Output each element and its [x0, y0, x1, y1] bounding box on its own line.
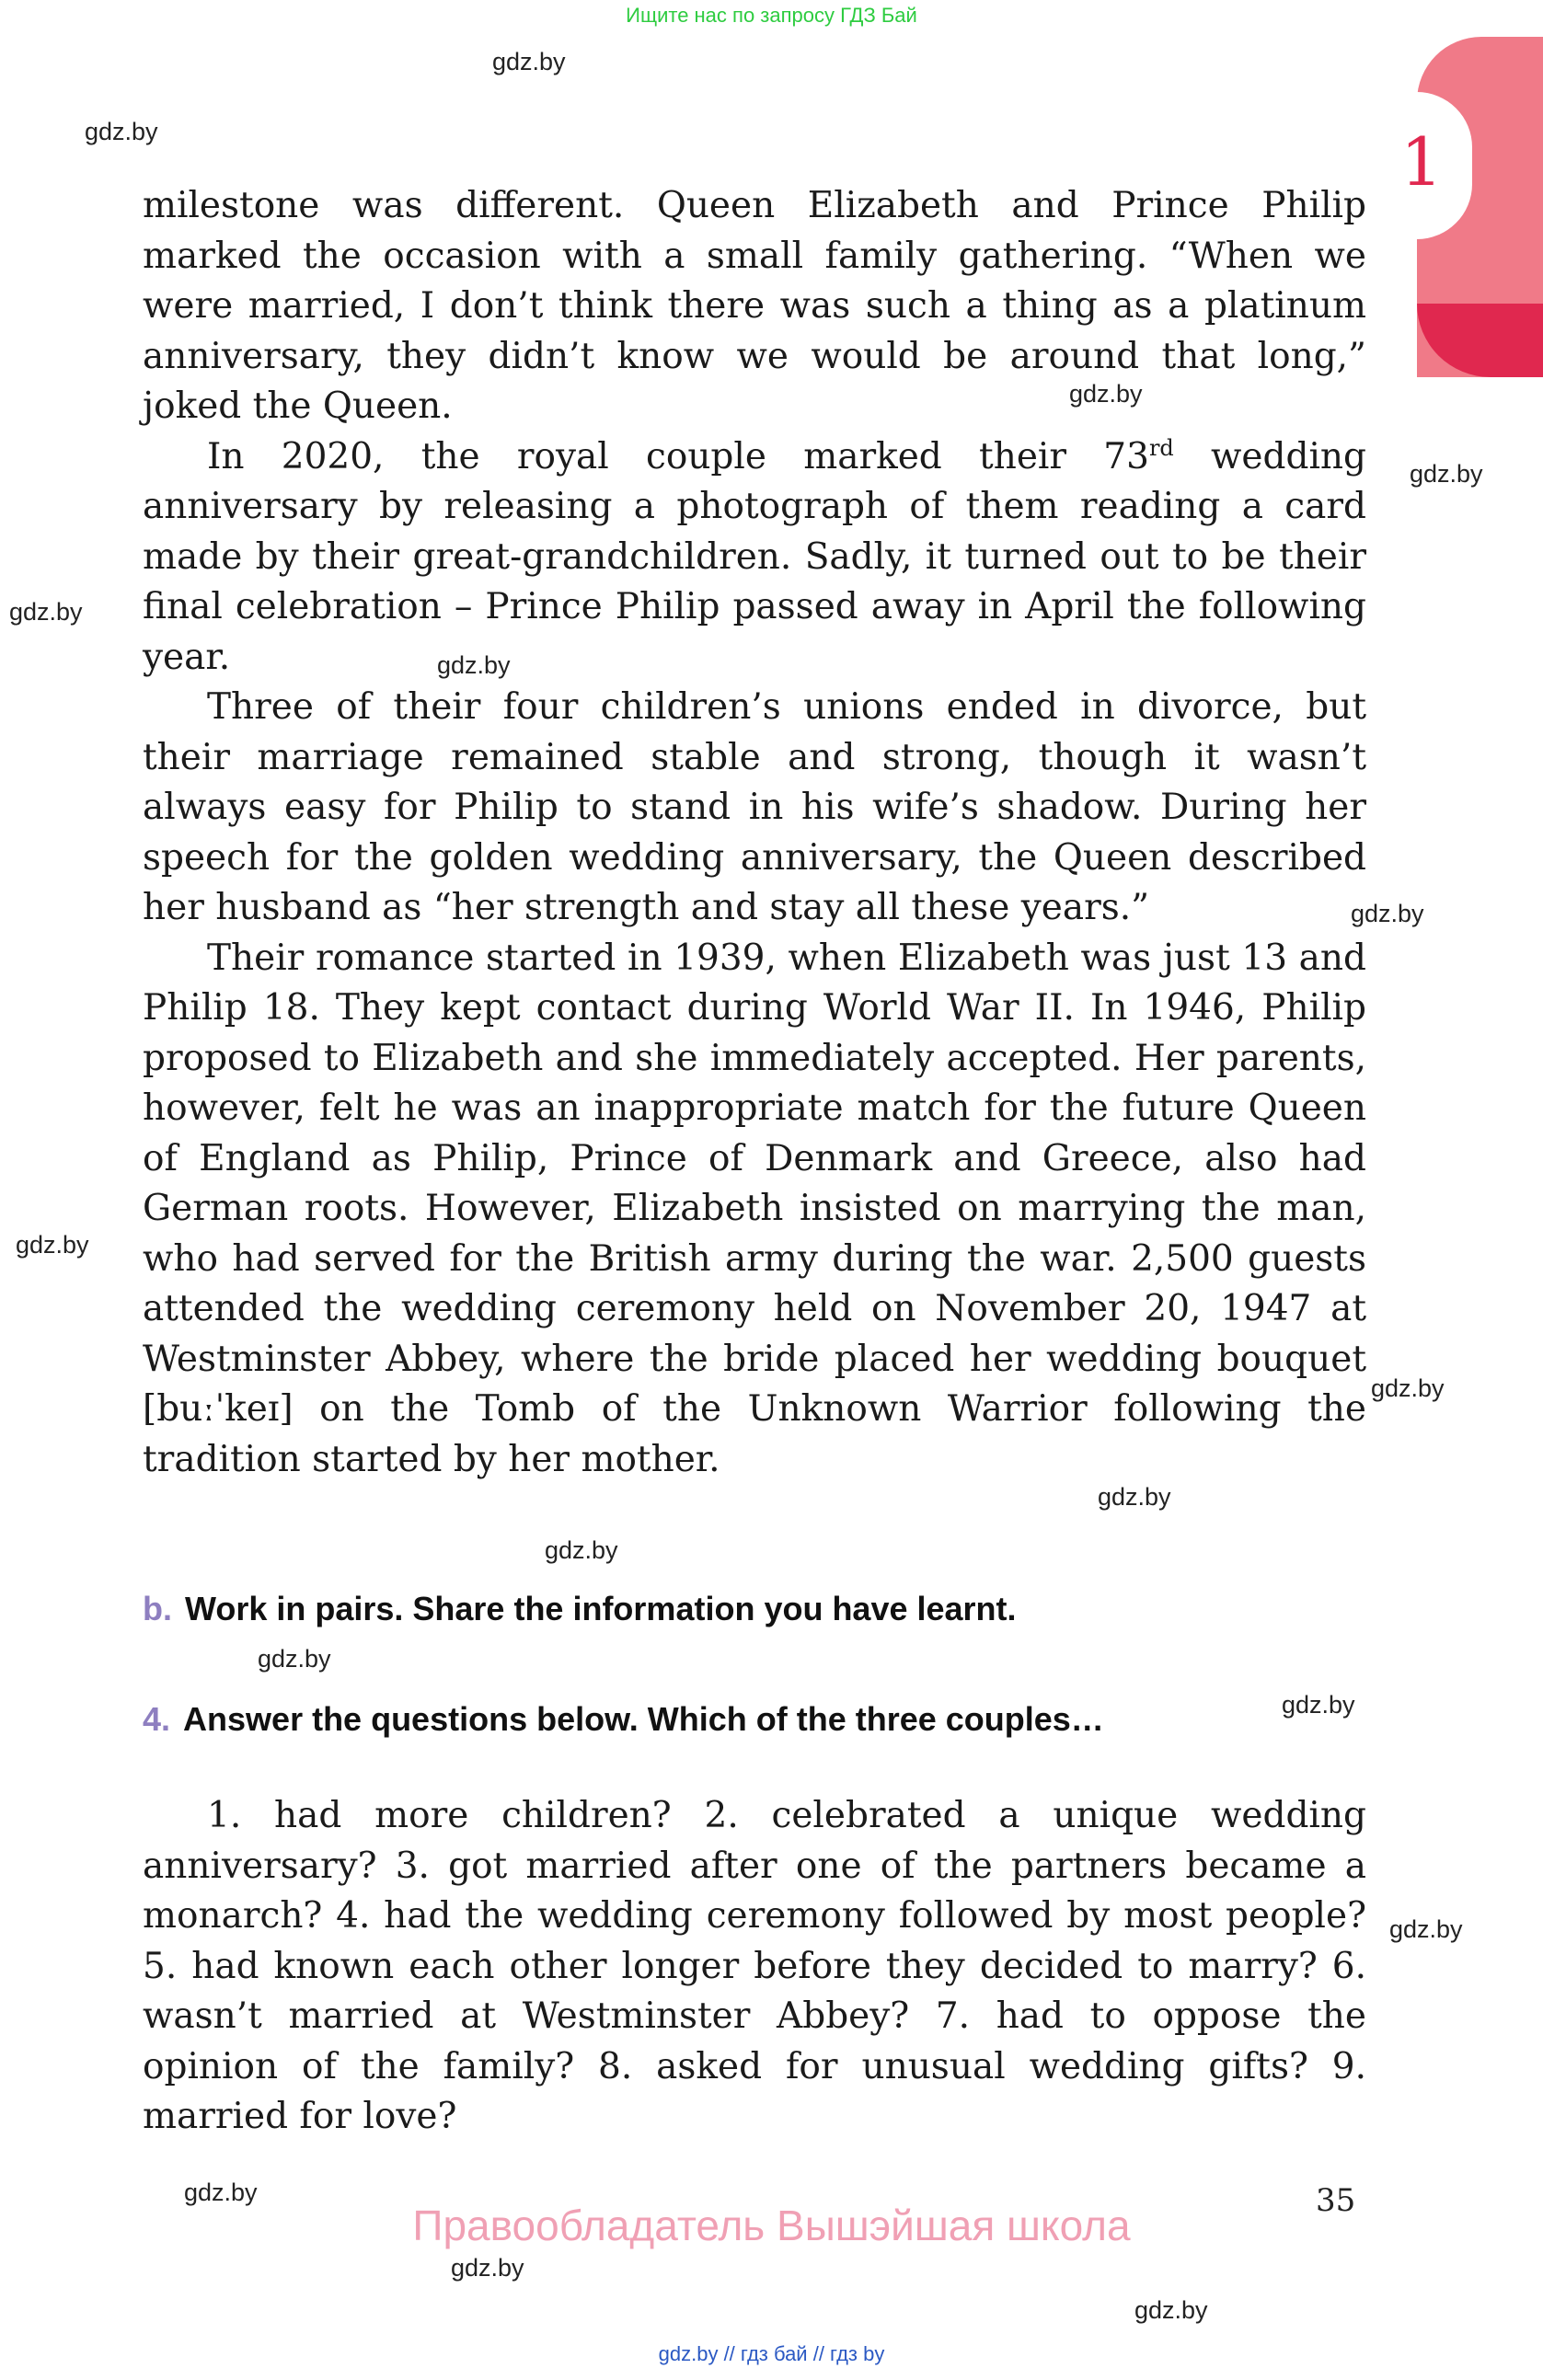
paragraph: Their romance started in 1939, when Elizabeth was just 13 and Philip 18. They kept contact during World War II. In 1946, Philip proposed to Elizabeth and she immediately accepted. Her parents, however, felt he was an inappropriate match for the future Queen of England as Philip, Prince of Denmark and Greece, also had German roots. However, Elizabeth insisted on marrying the man, who had served for the British army during the war. 2,500 guests attended the wedding ceremony held on November 20, 1947 at Westminster Abbey, where the bride placed her wedding bouquet [buːˈkeɪ] on the Tomb of the Unknown Warrior following the tradition started by her mother.: [143, 937, 1366, 1480]
watermark: gdz.by: [85, 118, 158, 145]
top-banner[interactable]: Ищите нас по запросу ГДЗ Бай: [626, 4, 917, 27]
task-marker: 4.: [143, 1700, 171, 1738]
paragraph: milestone was different. Queen Elizabeth and Prince Philip marked the occasion with a small family gathering. “When we were married, I don’t think there was such a thing as a platinum anniversary, they didn’t know we would be around that long,” joked the Queen.: [143, 185, 1366, 427]
page-number: 35: [1316, 2182, 1356, 2219]
watermark: gdz.by: [1098, 1483, 1171, 1511]
watermark: gdz.by: [16, 1231, 89, 1259]
copyright-holder: Правообладатель Вышэйшая школа: [412, 2202, 1131, 2249]
watermark: gdz.by: [1351, 900, 1424, 927]
task-4: [143, 1700, 1104, 1739]
watermark: gdz.by: [1134, 2296, 1208, 2324]
section-number: 1: [1400, 123, 1443, 201]
watermark: gdz.by: [1371, 1374, 1445, 1402]
task-b: [143, 1590, 1017, 1628]
paragraph: In 2020, the royal couple marked their 73rd wedding anniversary by releasing a photograph of them reading a card made by their great-grandchildren. Sadly, it turned out to be their final celebration – Prince Philip passed away in April the following year.: [143, 434, 1366, 678]
watermark: gdz.by: [1389, 1915, 1463, 1943]
watermark: gdz.by: [545, 1536, 618, 1564]
task-marker: b.: [143, 1590, 172, 1627]
watermark: gdz.by: [437, 651, 511, 679]
watermark: gdz.by: [492, 48, 566, 75]
paragraph: Three of their four children’s unions ended in divorce, but their marriage remained stable and strong, though it wasn’t always easy for Philip to stand in his wife’s shadow. During her speech for the golden wedding anniversary, the Queen described her husband as “her strength and stay all these years.”: [143, 686, 1366, 928]
watermark: gdz.by: [184, 2179, 258, 2206]
questions-list: 1. had more children? 2. celebrated a unique wedding anniversary? 3. got married after one of the partners became a monarch? 4. had the wedding ceremony followed by most people? 5. had known each other longer before they decided to marry? 6. wasn’t married at Westminster Abbey? 7. had to oppose the opinion of the family? 8. asked for unusual wedding gifts? 9. married for love?: [143, 1795, 1366, 2137]
watermark: gdz.by: [451, 2254, 524, 2282]
watermark: gdz.by: [9, 598, 83, 626]
article-text: [143, 181, 1366, 1485]
task-instruction: Work in pairs. Share the information you have learnt.: [185, 1590, 1017, 1627]
watermark: gdz.by: [1410, 460, 1483, 488]
watermark: gdz.by: [1069, 380, 1143, 408]
watermark: gdz.by: [258, 1645, 331, 1673]
footer-links[interactable]: gdz.by // гдз бай // гдз by: [658, 2342, 885, 2365]
task-instruction: Answer the questions below. Which of the three couples…: [183, 1700, 1104, 1738]
watermark: gdz.by: [1282, 1691, 1355, 1719]
